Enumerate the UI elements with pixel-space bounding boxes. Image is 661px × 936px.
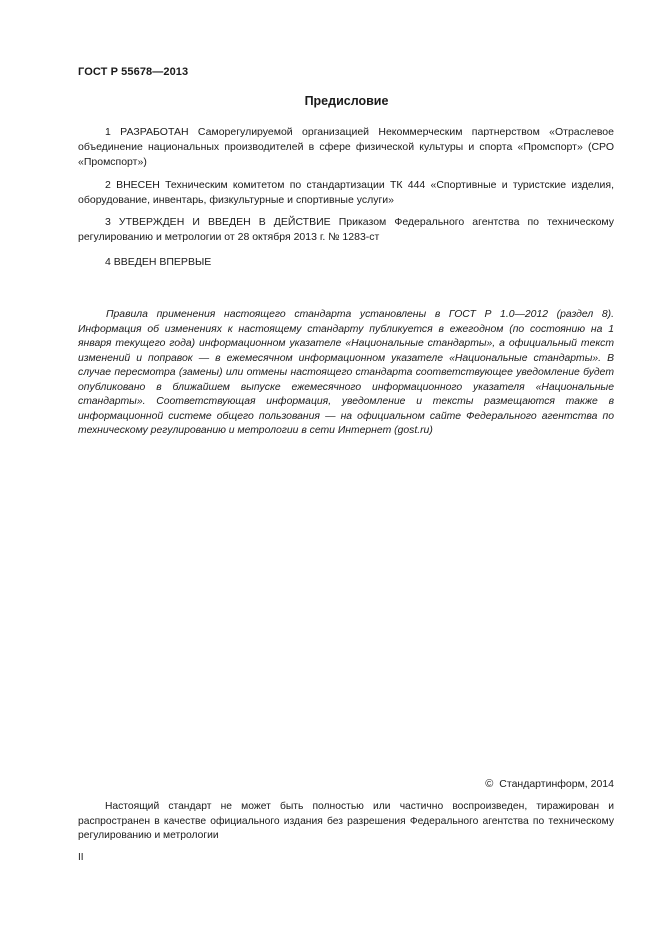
standard-code-header: ГОСТ Р 55678—2013: [78, 66, 189, 78]
reproduction-restriction-note: Настоящий стандарт не может быть полностью или частично воспроизведен, тиражирован и распространен в качестве официального издания без разрешения Федерального агентства по техническому регулированию и метрологии: [78, 801, 614, 841]
preface-item-approved: 3 УТВЕРЖДЕН И ВВЕДЕН В ДЕЙСТВИЕ Приказом Федерального агентства по техническому регулированию и метрологии от 28 октября 2013 г. № 1283-ст: [78, 216, 614, 243]
preface-title: Предисловие: [304, 94, 389, 108]
page-number: II: [78, 852, 84, 863]
preface-item-developed: 1 РАЗРАБОТАН Саморегулируемой организацией Некоммерческим партнерством «Отраслевое объединение национальных производителей в сфере физической культуры и спорта «Промспорт» (СРО «Промспорт»): [78, 126, 614, 168]
copyright-line: [485, 778, 614, 790]
preface-item-introduced: 2 ВНЕСЕН Техническим комитетом по стандартизации ТК 444 «Спортивные и туристские изделия, оборудование, инвентарь, физкультурные и спортивные услуги»: [78, 179, 614, 206]
application-rules-notice: Правила применения настоящего стандарта установлены в ГОСТ Р 1.0—2012 (раздел 8). Информация об изменениях к настоящему стандарту публикуется в ежегодном (по состоянию на 1 января текущего года) информационном указателе «Национальные стандарты», а официальный текст изменений и поправок — в ежемесячном информационном указателе «Национальные стандарты». В случае пересмотра (замены) или отмены настоящего стандарта соответствующее уведомление будет опубликовано в ближайшем выпуске ежемесячного информационного указателя «Национальные стандарты». Соответствующая информация, уведомление и тексты размещаются также в информационной системе общего пользования — на официальном сайте Федерального агентства по техническому регулированию и метрологии в сети Интернет (gost.ru): [78, 309, 614, 436]
preface-item-first-introduced: 4 ВВЕДЕН ВПЕРВЫЕ: [105, 256, 212, 268]
copyright-text: Стандартинформ, 2014: [499, 778, 614, 790]
copyright-icon: ©: [485, 778, 494, 790]
